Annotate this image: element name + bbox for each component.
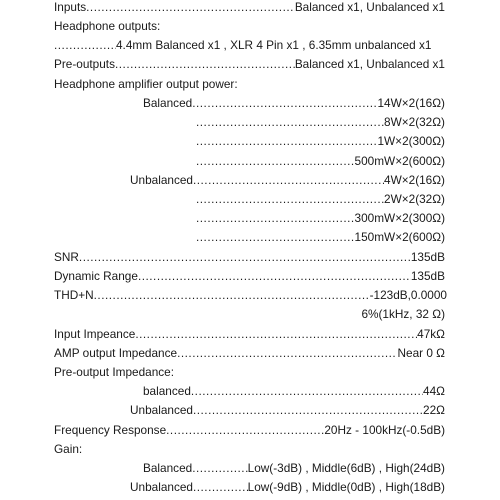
- spec-label: Balanced: [143, 96, 193, 110]
- leader-dots: [196, 189, 384, 209]
- leader-dots: [193, 477, 248, 497]
- spec-row-gain-balanced: [0, 458, 500, 478]
- leader-dots: [196, 151, 355, 171]
- spec-value: 22Ω: [423, 403, 445, 417]
- spec-value: 150mW×2(600Ω): [354, 230, 445, 244]
- spec-value: 20Hz - 100kHz(-0.5dB): [324, 423, 445, 437]
- leader-dots: [193, 400, 423, 420]
- spec-label: balanced: [143, 384, 191, 398]
- spec-label: Inputs: [54, 0, 87, 14]
- spec-heading-amp-output-power: [0, 74, 500, 94]
- spec-row-inputs: [0, 0, 500, 17]
- spec-value: 4W×2(16Ω): [384, 173, 445, 187]
- leader-dots: [196, 112, 384, 132]
- leader-dots: [138, 266, 411, 286]
- spec-label: Balanced: [143, 461, 193, 475]
- spec-value: 500mW×2(600Ω): [354, 154, 445, 168]
- spec-label: THD+N: [54, 288, 94, 302]
- leader-dots: [196, 131, 377, 151]
- spec-label: Input Impeance: [54, 327, 136, 341]
- spec-value: 135dB: [410, 269, 445, 283]
- spec-label: Headphone amplifier output power:: [54, 77, 238, 91]
- spec-row-power-balanced-600: [0, 151, 500, 171]
- spec-heading-pre-output-impedance: [0, 362, 500, 382]
- spec-row-snr: [0, 247, 500, 267]
- spec-label: Pre-outputs: [54, 57, 115, 71]
- leader-dots: [192, 93, 377, 113]
- spec-row-pre-impedance-balanced: [0, 381, 500, 401]
- spec-value: 300mW×2(300Ω): [354, 211, 445, 225]
- spec-row-amp-output-impedance: [0, 343, 500, 363]
- spec-label: Headphone outputs:: [54, 19, 161, 33]
- spec-row-pre-impedance-unbalanced: [0, 400, 500, 420]
- spec-row-pre-outputs: [0, 54, 500, 74]
- spec-row-thd-n-continuation: [361, 304, 445, 324]
- spec-value: Balanced x1, Unbalanced x1: [294, 0, 445, 14]
- spec-row-power-unbalanced-600: [0, 227, 500, 247]
- spec-value: Low(-9dB) , Middle(0dB) , High(18dB): [247, 480, 445, 494]
- spec-row-headphone-outputs: [0, 35, 500, 55]
- leader-dots: [86, 0, 295, 17]
- spec-row-power-balanced-32: [0, 112, 500, 132]
- leader-dots: [135, 324, 417, 344]
- spec-row-power-balanced-16: [0, 93, 500, 113]
- spec-row-frequency-response: [0, 420, 500, 440]
- spec-value: 14W×2(16Ω): [377, 96, 445, 110]
- spec-label: Unbalanced: [130, 173, 193, 187]
- spec-value: 44Ω: [423, 384, 445, 398]
- leader-dots: [196, 227, 355, 247]
- spec-value: 1W×2(300Ω): [377, 134, 445, 148]
- leader-dots: [196, 208, 355, 228]
- spec-label: Unbalanced: [130, 480, 193, 494]
- spec-row-dynamic-range: [0, 266, 500, 286]
- spec-value: 2W×2(32Ω): [384, 192, 445, 206]
- spec-row-power-unbalanced-300: [0, 208, 500, 228]
- spec-value: 4.4mm Balanced x1 , XLR 4 Pin x1 , 6.35mm unbalanced x1: [116, 38, 432, 52]
- spec-value: Near 0 Ω: [397, 346, 445, 360]
- spec-label: Pre-output Impedance:: [54, 365, 175, 379]
- leader-dots: [79, 247, 411, 267]
- spec-value: Low(-3dB) , Middle(6dB) , High(24dB): [247, 461, 445, 475]
- leader-dots: [177, 343, 397, 363]
- spec-value: 47kΩ: [417, 327, 445, 341]
- leader-dots: [166, 420, 324, 440]
- spec-label: Dynamic Range: [54, 269, 138, 283]
- leader-dots: [193, 170, 384, 190]
- spec-value: 8W×2(32Ω): [384, 115, 445, 129]
- leader-dots: [54, 35, 116, 55]
- spec-value: -123dB,0.0000: [369, 288, 447, 302]
- spec-label: Frequency Response: [54, 423, 167, 437]
- spec-row-input-impedance: [0, 324, 500, 344]
- spec-row-power-unbalanced-16: [0, 170, 500, 190]
- spec-label: Unbalanced: [130, 403, 193, 417]
- spec-row-gain-unbalanced: [0, 477, 500, 497]
- spec-value: Balanced x1, Unbalanced x1: [294, 57, 445, 71]
- spec-label: SNR: [54, 250, 79, 264]
- leader-dots: [192, 458, 247, 478]
- spec-label: Gain:: [54, 442, 83, 456]
- spec-row-power-unbalanced-32: [0, 189, 500, 209]
- leader-dots: [191, 381, 423, 401]
- spec-heading-gain: [0, 439, 500, 459]
- spec-heading-headphone-outputs: [0, 16, 500, 36]
- leader-dots: [94, 285, 370, 305]
- spec-row-thd-n: [0, 285, 500, 305]
- spec-row-power-balanced-300: [0, 131, 500, 151]
- spec-value: 6%(1kHz, 32 Ω): [361, 307, 445, 321]
- spec-value: 135dB: [410, 250, 445, 264]
- leader-dots: [115, 54, 295, 74]
- spec-label: AMP output Impedance: [54, 346, 178, 360]
